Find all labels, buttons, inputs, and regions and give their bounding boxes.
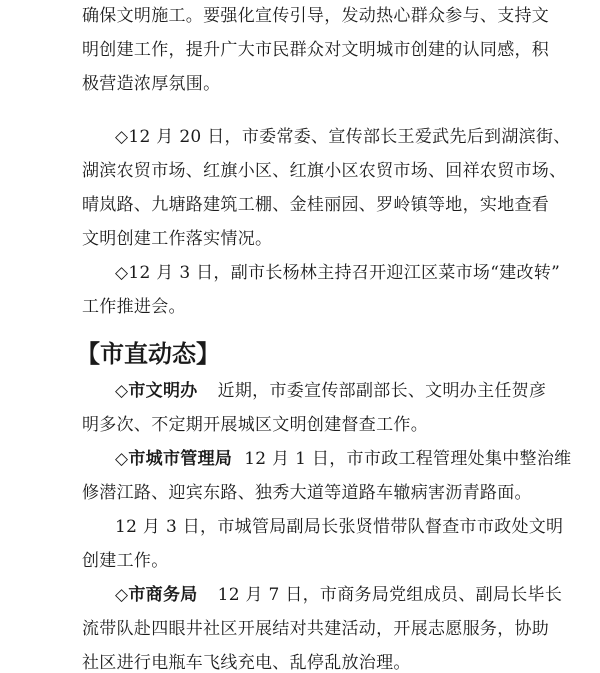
dept-item-line: 社区进行电瓶车飞线充电、乱停乱放治理。 bbox=[82, 653, 411, 673]
dept-name: ◇市商务局 bbox=[115, 585, 198, 605]
dept-item-first-line bbox=[115, 449, 571, 469]
dept-text: 12 月 1 日，市市政工程管理处集中整治维 bbox=[244, 449, 572, 469]
dept-text: 近期，市委宣传部副部长、文明办主任贺彦 bbox=[217, 381, 547, 401]
news-item-line: 文明创建工作落实情况。 bbox=[82, 229, 273, 249]
news-item-line: ◇12 月 20 日，市委常委、宣传部长王爱武先后到湖滨街、 bbox=[115, 127, 571, 147]
news-item-line: ◇12 月 3 日，副市长杨林主持召开迎江区菜市场“建改转” bbox=[115, 263, 561, 283]
dept-name: ◇市文明办 bbox=[115, 381, 198, 401]
news-item-line: 湖滨农贸市场、红旗小区、红旗小区农贸市场、回祥农贸市场、 bbox=[82, 161, 567, 181]
dept-item-first-line: 12 月 3 日，市城管局副局长张贤惜带队督查市市政处文明 bbox=[115, 517, 564, 537]
dept-name: ◇市城市管理局 bbox=[115, 449, 233, 469]
paragraph-line: 确保文明施工。要强化宣传引导，发动热心群众参与、支持文 bbox=[82, 6, 550, 26]
dept-item-line: 修潜江路、迎宾东路、独秀大道等道路车辙病害沥青路面。 bbox=[82, 483, 532, 503]
dept-item-line: 创建工作。 bbox=[82, 551, 169, 571]
dept-item-first-line bbox=[115, 585, 562, 605]
paragraph-line: 极营造浓厚氛围。 bbox=[82, 74, 221, 94]
section-title: 【市直动态】 bbox=[76, 340, 220, 368]
dept-item-first-line bbox=[115, 381, 546, 401]
dept-text: 12 月 7 日，市商务局党组成员、副局长毕长 bbox=[217, 585, 563, 605]
news-item-line: 工作推进会。 bbox=[82, 297, 186, 317]
dept-item-line: 流带队赴四眼井社区开展结对共建活动，开展志愿服务，协助 bbox=[82, 619, 550, 639]
dept-item-line: 明多次、不定期开展城区文明创建督查工作。 bbox=[82, 415, 428, 435]
news-item-line: 晴岚路、九塘路建筑工棚、金桂丽园、罗岭镇等地，实地查看 bbox=[82, 195, 550, 215]
paragraph-line: 明创建工作，提升广大市民群众对文明城市创建的认同感，积 bbox=[82, 40, 550, 60]
